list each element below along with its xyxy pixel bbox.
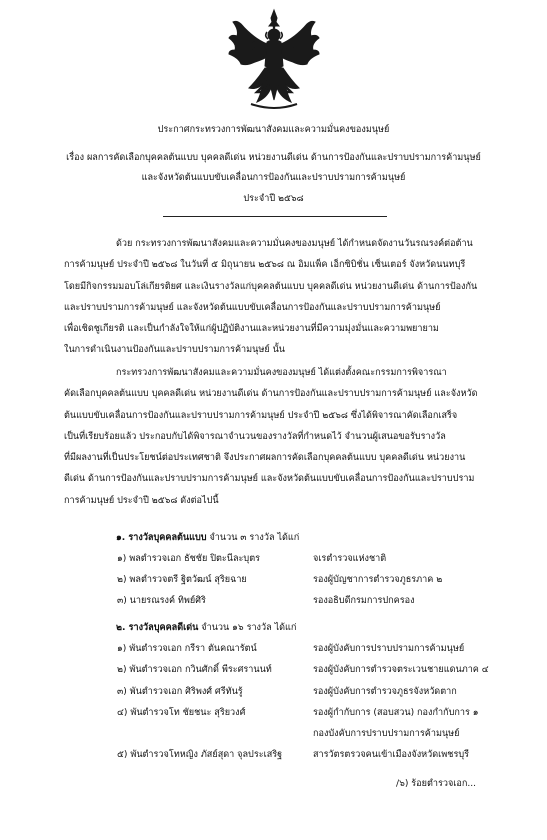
- award-recipient-position: รองผู้บังคับการปราบปรามการค้ามนุษย์: [313, 644, 465, 654]
- award-recipient-name: ๓) นายรณรงค์ ทิพย์ศิริ: [117, 596, 206, 606]
- award-recipient-position-cont: กองบังคับการปราบปรามการค้ามนุษย์: [313, 729, 460, 739]
- award-recipient-name: ๔) พันตำรวจโท ชัยชนะ สุริยวงศ์: [117, 708, 246, 718]
- award-heading-count: จำนวน ๓ รางวัล ได้แก่: [206, 533, 300, 543]
- award-recipient-position: สารวัตรตรวจคนเข้าเมืองจังหวัดเพชรบุรี: [313, 750, 469, 760]
- announcement-subject: เรื่อง ผลการคัดเลือกบุคคลต้นแบบ บุคคลดีเด่น หน่วยงานดีเด่น ด้านการป้องกันและปราบปรามการค้ามนุษย์: [66, 153, 481, 163]
- award-recipient-position: รองผู้บังคับการตำรวจตระเวนชายแดนภาค ๔: [313, 665, 489, 675]
- paragraph-line: กระทรวงการพัฒนาสังคมและความมั่นคงของมนุษย์ ได้แต่งตั้งคณะกรรมการพิจารณา: [116, 368, 447, 378]
- award-heading-label: ๒. รางวัลบุคคลดีเด่น: [116, 623, 199, 633]
- paragraph-line: เพื่อเชิดชูเกียรติ และเป็นกำลังใจให้แก่ผู้ปฏิบัติงานและหน่วยงานที่มีความมุ่งมั่นและความพยายาม: [64, 324, 439, 335]
- announcement-subject-cont: และจังหวัดต้นแบบขับเคลื่อนการป้องกันและปราบปรามการค้ามนุษย์: [141, 173, 406, 183]
- paragraph-1: [64, 234, 512, 362]
- award-recipient-position: รองผู้บัญชาการตำรวจภูธรภาค ๒: [313, 575, 443, 585]
- paragraph-line: โดยมีกิจกรรมมอบโล่เกียรติยศ และเงินรางวัลแก่บุคคลต้นแบบ บุคคลดีเด่น หน่วยงานดีเด่น ด้านการป้องกัน: [64, 281, 478, 292]
- continuation-note: /๖) ร้อยตำรวจเอก...: [396, 779, 477, 789]
- garuda-emblem-icon: [227, 8, 321, 116]
- award-recipient-position: รองผู้กำกับการ (สอบสวน) กองกำกับการ ๑: [313, 708, 479, 718]
- award-recipient-position: รองอธิบดีกรมการปกครอง: [313, 596, 415, 606]
- award-heading: [116, 622, 296, 635]
- award-recipient-position: รองผู้บังคับการตำรวจภูธรจังหวัดตาก: [313, 687, 457, 697]
- award-recipient-name: ๑) พลตำรวจเอก ธัชชัย ปิตะนีละบุตร: [117, 554, 260, 564]
- paragraph-line: และปราบปรามการค้ามนุษย์ และจังหวัดต้นแบบขับเคลื่อนการป้องกันและปราบปรามการค้ามนุษย์: [64, 302, 441, 313]
- award-heading-label: ๑. รางวัลบุคคลต้นแบบ: [116, 533, 207, 543]
- paragraph-line: การค้ามนุษย์ ประจำปี ๒๕๖๘ ในวันที่ ๕ มิถุนายน ๒๕๖๘ ณ อิมแพ็ค เอ็กซิบิชั่น เซ็นเตอร์ จังหวัดนนทบุรี: [64, 260, 466, 271]
- paragraph-line: ดีเด่น ด้านการป้องกันและปราบปรามการค้ามนุษย์ และจังหวัดต้นแบบขับเคลื่อนการป้องกันและปราบปราม: [64, 474, 475, 485]
- award-heading: [116, 532, 299, 545]
- award-recipient-position: จเรตำรวจแห่งชาติ: [313, 554, 387, 564]
- paragraph-line: คัดเลือกบุคคลต้นแบบ บุคคลดีเด่น หน่วยงานดีเด่น ด้านการป้องกันและปราบปรามการค้ามนุษย์ และจังหวัด: [64, 389, 478, 400]
- paragraph-line: เป็นที่เรียบร้อยแล้ว ประกอบกับได้พิจารณาจำนวนของรางวัลที่กำหนดไว้ จำนวนผู้เสนอขอรับรางวัล: [64, 431, 446, 442]
- award-recipient-name: ๑) พันตำรวจเอก กรีรา ตันคณารัตน์: [117, 644, 257, 654]
- paragraph-line: ด้วย กระทรวงการพัฒนาสังคมและความมั่นคงของมนุษย์ ได้กำหนดจัดงานวันรณรงค์ต่อต้าน: [116, 239, 473, 249]
- award-recipient-name: ๓) พันตำรวจเอก ศิริพงศ์ ศรีทันรู้: [117, 687, 243, 697]
- award-recipient-name: ๒) พลตำรวจตรี ฐิตวัฒน์ สุริยฉาย: [117, 575, 247, 585]
- title-divider: [163, 216, 387, 217]
- award-recipient-name: ๒) พันตำรวจเอก กวินศักดิ์ พีระศรานนท์: [117, 665, 272, 675]
- paragraph-line: ที่มีผลงานที่เป็นประโยชน์ต่อประเทศชาติ จึงประกาศผลการคัดเลือกบุคคลต้นแบบ บุคคลดีเด่น หน่วยงาน: [64, 453, 466, 464]
- award-recipient-name: ๕) พันตำรวจโทหญิง ภัสย์สุดา จุลประเสริฐ: [117, 750, 283, 760]
- paragraph-2: [64, 363, 512, 512]
- announcement-year: ประจำปี ๒๕๖๘: [243, 194, 304, 204]
- award-heading-count: จำนวน ๑๖ รางวัล ได้แก่: [198, 623, 297, 633]
- paragraph-line: ในการดำเนินงานป้องกันและปราบปรามการค้ามนุษย์ นั้น: [64, 345, 286, 356]
- paragraph-line: ต้นแบบขับเคลื่อนการป้องกันและปราบปรามการค้ามนุษย์ ประจำปี ๒๕๖๘ ซึ่งได้พิจารณาคัดเลือกเสร็จ: [64, 410, 458, 421]
- announcement-title: ประกาศกระทรวงการพัฒนาสังคมและความมั่นคงของมนุษย์: [157, 125, 390, 135]
- paragraph-line: การค้ามนุษย์ ประจำปี ๒๕๖๘ ดังต่อไปนี้: [64, 495, 219, 506]
